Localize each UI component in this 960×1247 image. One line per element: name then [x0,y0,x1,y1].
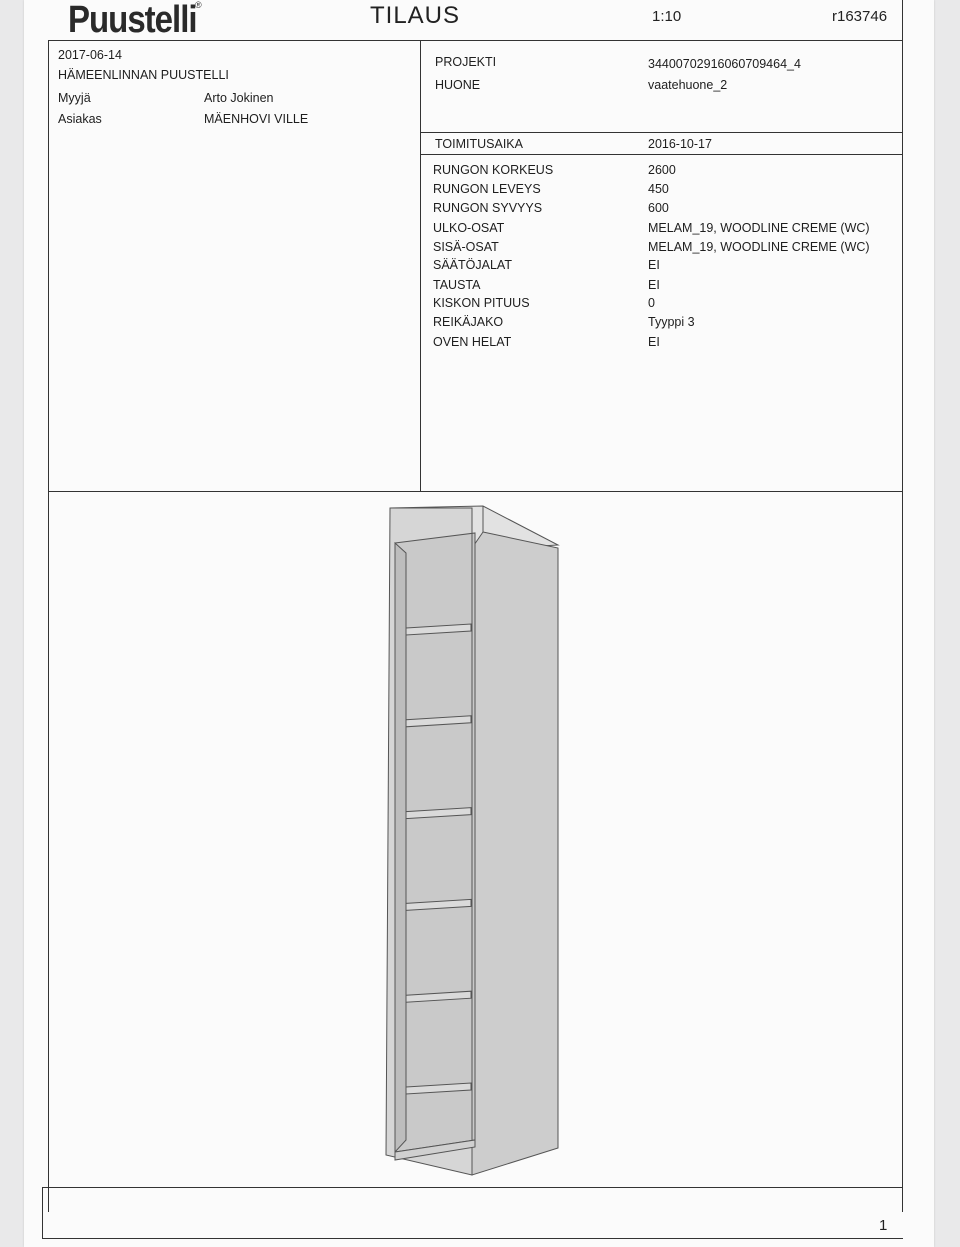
spec-label: TAUSTA [433,278,481,292]
cabinet-drawing [24,0,934,1247]
delivery-label: TOIMITUSAIKA [435,137,523,151]
spec-value: Tyyppi 3 [648,315,695,329]
spec-label: SÄÄTÖJALAT [433,258,512,272]
room-value: vaatehuone_2 [648,78,728,92]
spec-label: KISKON PITUUS [433,296,530,310]
project-label: PROJEKTI [435,55,497,69]
spec-value: MELAM_19, WOODLINE CREME (WC) [648,240,870,254]
page-number: 1 [879,1217,888,1234]
seller-label: Myyjä [58,91,91,105]
spec-label: REIKÄJAKO [433,315,504,329]
spec-value: 0 [648,296,655,310]
document-number: r163746 [832,8,888,25]
spec-value: EI [648,278,660,292]
spec-label: ULKO-OSAT [433,221,505,235]
room-label: HUONE [435,78,481,92]
spec-label: RUNGON LEVEYS [433,182,541,196]
puustelli-logo: Puustelli [68,0,197,41]
delivery-value: 2016-10-17 [648,137,712,151]
cabinet-inner-left-wall [395,543,406,1152]
cabinet-illustration [386,506,558,1175]
registered-mark: ® [195,0,202,10]
spec-value: MELAM_19, WOODLINE CREME (WC) [648,221,870,235]
spec-value: EI [648,258,660,272]
order-date: 2017-06-14 [58,48,122,62]
project-value: 34400702916060709464_4 [648,57,801,71]
seller-value: Arto Jokinen [204,91,274,105]
spec-label: OVEN HELAT [433,335,512,349]
store-name: HÄMEENLINNAN PUUSTELLI [58,68,229,82]
spec-value: 2600 [648,163,676,177]
order-sheet [24,0,934,1247]
spec-value: 600 [648,201,669,215]
cabinet-side-panel [472,532,558,1175]
customer-value: MÄENHOVI VILLE [204,112,309,126]
spec-label: SISÄ-OSAT [433,240,499,254]
customer-label: Asiakas [58,112,102,126]
spec-value: 450 [648,182,669,196]
spec-label: RUNGON SYVYYS [433,201,543,215]
spec-value: EI [648,335,660,349]
document-title: TILAUS [370,2,461,29]
spec-label: RUNGON KORKEUS [433,163,554,177]
drawing-scale: 1:10 [652,8,682,25]
